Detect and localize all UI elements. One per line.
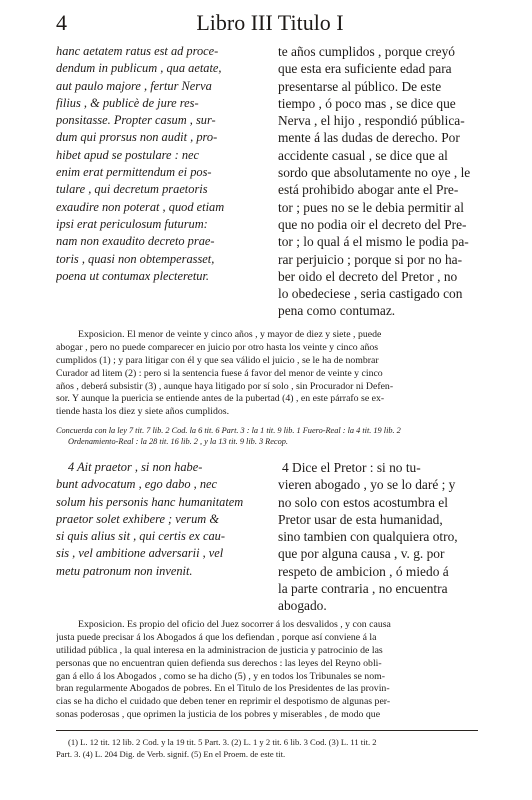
spanish-line: respeto de ambicion , ó miedo á <box>278 563 449 579</box>
spanish-line: ber oido el decreto del Pretor , no <box>278 268 458 284</box>
exposicion-line: abogar , pero no puede comparecer en juicio por otro hasta los veinte y cinco años <box>56 341 379 353</box>
latin-line: praetor solet exhibere ; verum & <box>56 511 219 526</box>
spanish-line: tiempo , ó poco mas , se dice que <box>278 95 456 111</box>
footnotes <box>56 737 480 760</box>
spanish-line: la parte contraria , no encuentra <box>278 581 448 597</box>
spanish-line: pena como contumaz. <box>278 303 396 319</box>
latin-line: nam non exaudito decreto prae- <box>56 234 215 249</box>
footnote-rule <box>56 730 478 731</box>
exposicion-line: sonas poderosas , que oprimen la justicia de los pobres y miserables , de modo que <box>56 709 381 721</box>
latin-line: dendum in publicum , qua aetate, <box>56 61 222 76</box>
latin-line: aut paulo majore , fertur Nerva <box>56 78 212 93</box>
concordancia-line: Concuerda con la ley 7 tit. 7 lib. 2 Cod. la 6 tit. 6 Part. 3 : la 1 tit. 9 lib. 1 Fuero-Real : la 4 tit. 19 lib. 2 <box>56 426 401 435</box>
exposicion-1 <box>56 329 480 419</box>
latin-line: tulare , qui decretum praetoris <box>56 182 208 197</box>
spanish-line: accidente casual , se dice que al <box>278 147 448 163</box>
footnote-line: (1) L. 12 tit. 12 lib. 2 Cod. y la 19 tit. 5 Part. 3. (2) L. 1 y 2 tit. 6 lib. 3 Cod. (3) L. 11 tit. 2 <box>68 737 377 747</box>
spanish-line: rar perjuicio ; porque si por no ha- <box>278 251 463 267</box>
latin-column-section-4 <box>56 459 262 580</box>
spanish-line: no solo con estos acostumbra el <box>278 494 448 510</box>
latin-line: solum his personis hanc humanitatem <box>56 494 244 509</box>
latin-line: metu patronum non invenit. <box>56 563 193 578</box>
exposicion-line: personas que no encuentran quien defienda sus derechos : las leyes del Reyno obli- <box>56 657 382 669</box>
spanish-line: abogado. <box>278 598 327 614</box>
exposicion-line: Exposicion. Es propio del oficio del Juez socorrer á los desvalidos , y con causa <box>78 619 391 630</box>
exposicion-line: Curador ad litem (2) : pero si la sentencia fuese á favor del menor de veinte y cinco <box>56 367 383 379</box>
spanish-line: 4 Dice el Pretor : si no tu- <box>282 460 421 475</box>
latin-line: ponsitasse. Propter casum , sur- <box>56 113 216 128</box>
latin-line: bunt advocatum , ego dabo , nec <box>56 477 218 492</box>
latin-line: exaudire non poterat , quod etiam <box>56 199 225 214</box>
spanish-line: que esta era suficiente edad para <box>278 61 452 77</box>
footnote-line: Part. 3. (4) L. 204 Dig. de Verb. signif. (5) En el Proem. de este tit. <box>56 748 286 759</box>
exposicion-line: cumplidos (1) ; y para litigar con él y que sea válido el juicio , se le ha de nombrar <box>56 354 379 366</box>
spanish-column-section-4 <box>278 459 480 615</box>
spanish-line: Nerva , el hijo , respondió pública- <box>278 113 465 129</box>
spanish-line: te años cumplidos , porque creyó <box>278 44 456 59</box>
spanish-line: Pretor usar de esta humanidad, <box>278 511 443 527</box>
spanish-line: presentarse al público. De este <box>278 78 442 94</box>
spanish-line: está prohibido abogar ante el Pre- <box>278 182 459 198</box>
latin-line: poena ut contumax plecteretur. <box>56 268 210 283</box>
spanish-line: sino tambien con qualquiera otro, <box>278 529 458 545</box>
spanish-line: lo obedeciese , seria castigado con <box>278 286 463 302</box>
exposicion-line: gan á ello á los Abogados , como se ha dicho (5) , y en todos los Tribunales se nom- <box>56 670 385 682</box>
latin-line: dum qui prorsus non audit , pro- <box>56 130 218 145</box>
latin-line: enim erat permittendum ei pos- <box>56 165 212 180</box>
latin-line: hibet apud se postulare : nec <box>56 147 200 162</box>
spanish-line: que por alguna causa , v. g. por <box>278 546 445 562</box>
exposicion-line: Exposicion. El menor de veinte y cinco años , y mayor de diez y siete , puede <box>78 329 382 340</box>
latin-line: toris , quasi non obtemperasset, <box>56 251 215 266</box>
running-title: Libro III Titulo I <box>196 10 344 35</box>
latin-line: hanc aetatem ratus est ad proce- <box>56 44 219 58</box>
latin-line: filius , & publicè de jure res- <box>56 95 199 110</box>
page-header <box>56 10 484 38</box>
spanish-column-section-3 <box>278 43 480 320</box>
spanish-line: que no podia oir el decreto del Pre- <box>278 216 467 232</box>
latin-column-section-3 <box>56 43 262 285</box>
exposicion-line: sor. Y aunque la puericia se entiende antes de la pubertad (4) , en este párrafo se ex- <box>56 393 385 405</box>
latin-line: ipsi erat periculosum futurum: <box>56 216 208 231</box>
latin-line: 4 Ait praetor , si non habe- <box>68 460 203 474</box>
latin-line: si quis alius sit , qui certis ex cau- <box>56 529 225 544</box>
spanish-line: tor ; lo qual á el mismo le podia pa- <box>278 234 469 250</box>
concordancia-line: Ordenamiento-Real : la 28 tit. 16 lib. 2 , y la 13 tit. 9 lib. 3 Recop. <box>68 437 288 446</box>
concordancias <box>56 425 480 447</box>
spanish-line: vieren abogado , yo se lo daré ; y <box>278 477 456 493</box>
spanish-line: sordo que absolutamente no oye , le <box>278 165 471 181</box>
page-number: 4 <box>56 10 67 35</box>
exposicion-2 <box>56 619 480 722</box>
exposicion-line: bran regularmente Abogados de pobres. En el Titulo de los Presidentes de las provin- <box>56 683 390 695</box>
exposicion-line: utilidad pública , la qual interesa en la administracion de justicia y patrocinio de las <box>56 644 383 656</box>
spanish-line: mente á las dudas de derecho. Por <box>278 130 460 146</box>
exposicion-line: tiende hasta los diez y siete años cumplidos. <box>56 406 230 418</box>
spanish-line: tor ; pues no se le debia permitir al <box>278 199 464 215</box>
exposicion-line: años , deberá subsistir (3) , aunque haya litigado por sí solo , sin Procurador ni Defen- <box>56 380 394 392</box>
exposicion-line: cias se ha dicho el cuidado que deben tener en reprimir el despotismo de algunas per- <box>56 696 391 708</box>
latin-line: sis , vel ambitione adversarii , vel <box>56 546 224 561</box>
exposicion-line: justa puede precisar á los Abogados á que los defiendan , porque así conviene á la <box>56 631 377 643</box>
